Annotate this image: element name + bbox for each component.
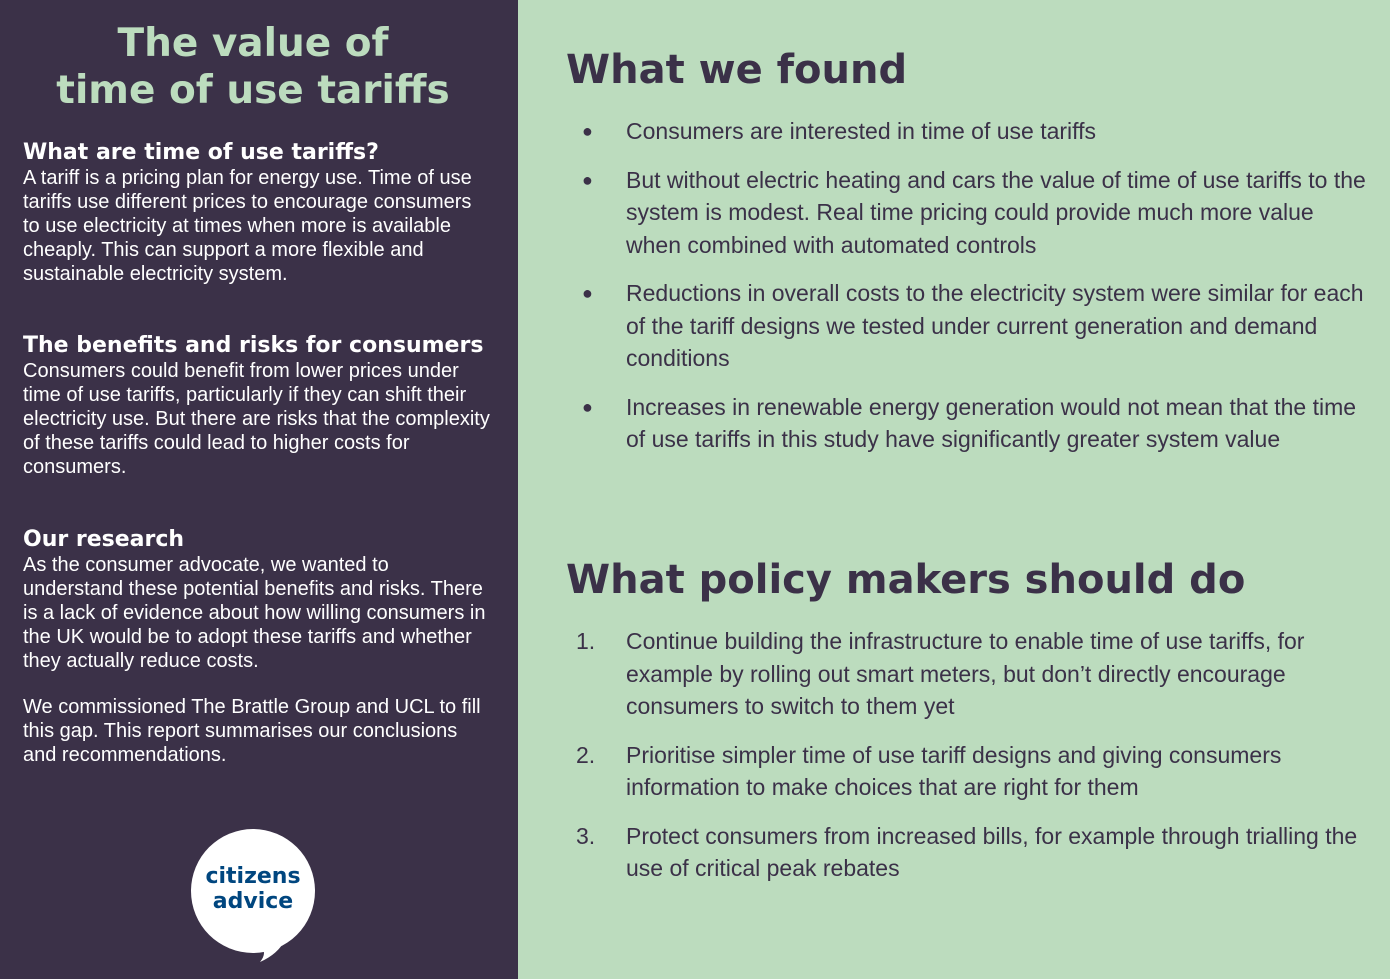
section-paragraph: A tariff is a pricing plan for energy use. Time of use tariffs use different prices to encourage consumers to use electricity at times when more is available cheaply. This can support a more flexible and sustainable electricity system.	[23, 167, 472, 285]
found-heading: What we found	[566, 47, 908, 93]
section-heading: The benefits and risks for consumers	[23, 333, 484, 358]
bullet-icon: ●	[582, 121, 593, 141]
title-line-1: The value of	[117, 21, 389, 66]
found-list	[566, 115, 1366, 472]
logo-wordmark	[190, 864, 316, 914]
left-panel	[0, 0, 518, 979]
list-item-text: But without electric heating and cars the value of time of use tariffs to the system is modest. Real time pricing could provide much more value when combined with automated controls	[626, 166, 1366, 258]
right-panel	[518, 0, 1390, 979]
section-what-are-tariffs	[23, 140, 493, 286]
list-number: 3.	[576, 822, 596, 849]
section-heading: Our research	[23, 527, 185, 552]
list-item-text: Reductions in overall costs to the electricity system were similar for each of the tariff designs we tested under current generation and demand conditions	[626, 280, 1364, 371]
title-line-2: time of use tariffs	[56, 68, 450, 113]
list-number: 2.	[576, 741, 596, 768]
bullet-icon: ●	[582, 396, 593, 417]
citizens-advice-logo	[190, 828, 316, 954]
policy-list	[566, 625, 1366, 901]
list-item-text: Consumers are interested in time of use tariffs	[626, 118, 1097, 144]
page-title	[0, 20, 506, 114]
list-number: 1.	[576, 628, 596, 654]
list-item	[566, 164, 1366, 262]
list-item	[566, 739, 1366, 804]
list-item	[566, 277, 1366, 375]
logo-line-2: advice	[212, 889, 294, 914]
section-paragraph: We commissioned The Brattle Group and UCL to fill this gap. This report summarises our conclusions and recommendations.	[23, 696, 481, 766]
section-our-research	[23, 527, 493, 767]
list-item-text: Prioritise simpler time of use tariff designs and giving consumers information to make choices that are right for them	[626, 741, 1282, 800]
list-item-text: Protect consumers from increased bills, for example through trialling the use of critical peak rebates	[626, 822, 1358, 881]
section-paragraph: Consumers could benefit from lower prices under time of use tariffs, particularly if they can shift their electricity use. But there are risks that the complexity of these tariffs could lead to higher costs for consumers.	[23, 360, 490, 478]
section-heading: What are time of use tariffs?	[23, 140, 379, 165]
list-item	[566, 820, 1366, 885]
logo-line-1: citizens	[205, 864, 301, 889]
section-benefits-risks	[23, 333, 493, 479]
list-item	[566, 625, 1366, 723]
list-item	[566, 115, 1366, 148]
list-item	[566, 391, 1366, 456]
bullet-icon: ●	[582, 283, 593, 303]
list-item-text: Continue building the infrastructure to enable time of use tariffs, for example by rolling out smart meters, but don’t directly encourage consumers to switch to them yet	[626, 628, 1305, 719]
bullet-icon: ●	[582, 169, 593, 190]
policy-heading: What policy makers should do	[566, 557, 1246, 603]
section-paragraph: As the consumer advocate, we wanted to understand these potential benefits and risks. There is a lack of evidence about how willing consumers in the UK would be to adopt these tariffs and whether they actually reduce costs.	[23, 554, 486, 672]
list-item-text: Increases in renewable energy generation would not mean that the time of use tariffs in this study have significantly greater system value	[626, 393, 1357, 452]
